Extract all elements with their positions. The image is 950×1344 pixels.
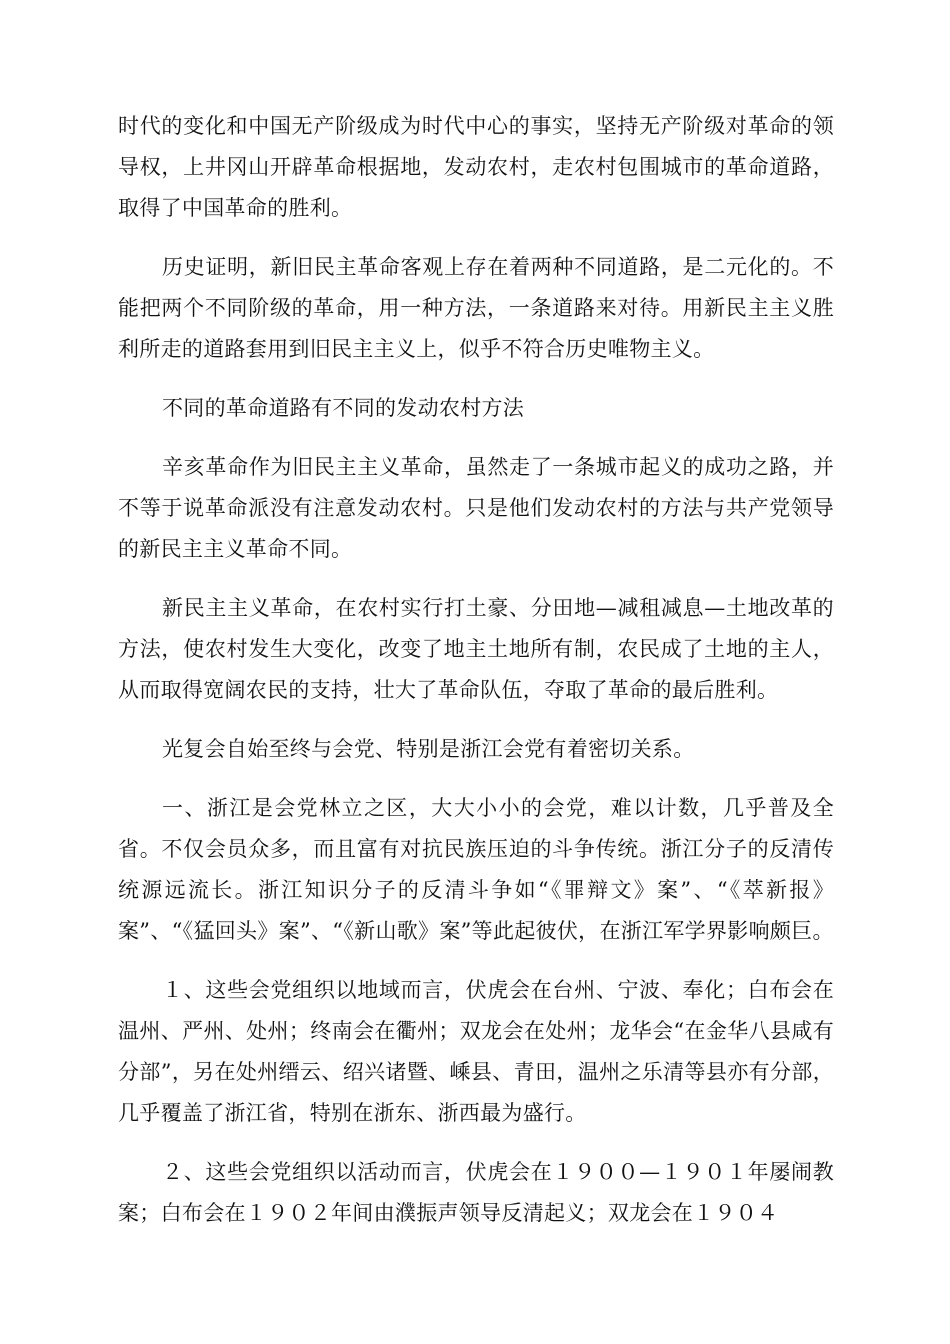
document-page — [118, 106, 834, 1234]
paragraph-8: ２、这些会党组织以活动而言，伏虎会在１９００—１９０１年屡闹教案；白布会在１９０２年间由濮振声领导反清起义；双龙会在１９０４ — [118, 1160, 834, 1225]
section-heading: 不同的革命道路有不同的发动农村方法 — [162, 396, 525, 420]
paragraph-5: 光复会自始至终与会党、特别是浙江会党有着密切关系。 — [162, 737, 695, 761]
paragraph-7: １、这些会党组织以地域而言，伏虎会在台州、宁波、奉化；白布会在温州、严州、处州；终南会在衢州；双龙会在处州；龙华会“在金华八县咸有分部”，另在处州缙云、绍兴诸暨、嵊县、青田，温州之乐清等县亦有分部，几乎覆盖了浙江省，特别在浙东、浙西最为盛行。 — [118, 978, 834, 1125]
paragraph-2: 历史证明，新旧民主革命客观上存在着两种不同道路，是二元化的。不能把两个不同阶级的革命，用一种方法，一条道路来对待。用新民主主义胜利所走的道路套用到旧民主主义上，似乎不符合历史唯物主义。 — [118, 255, 834, 361]
paragraph-6: 一、浙江是会党林立之区，大大小小的会党，难以计数，几乎普及全省。不仅会员众多，而且富有对抗民族压迫的斗争传统。浙江分子的反清传统源远流长。浙江知识分子的反清斗争如“《罪辩文》案”、“《萃新报》案”、“《猛回头》案”、“《新山歌》案”等此起彼伏，在浙江军学界影响颇巨。 — [118, 796, 834, 943]
paragraph-4: 新民主主义革命，在农村实行打土豪、分田地—减租减息—土地改革的方法，使农村发生大变化，改变了地主土地所有制，农民成了土地的主人，从而取得宽阔农民的支持，壮大了革命队伍，夺取了革命的最后胜利。 — [118, 596, 834, 702]
paragraph-3: 辛亥革命作为旧民主主义革命，虽然走了一条城市起义的成功之路，并不等于说革命派没有注意发动农村。只是他们发动农村的方法与共产党领导的新民主主义革命不同。 — [118, 455, 834, 561]
paragraph-1: 时代的变化和中国无产阶级成为时代中心的事实，坚持无产阶级对革命的领导权，上井冈山开辟革命根据地，发动农村，走农村包围城市的革命道路，取得了中国革命的胜利。 — [118, 114, 834, 220]
